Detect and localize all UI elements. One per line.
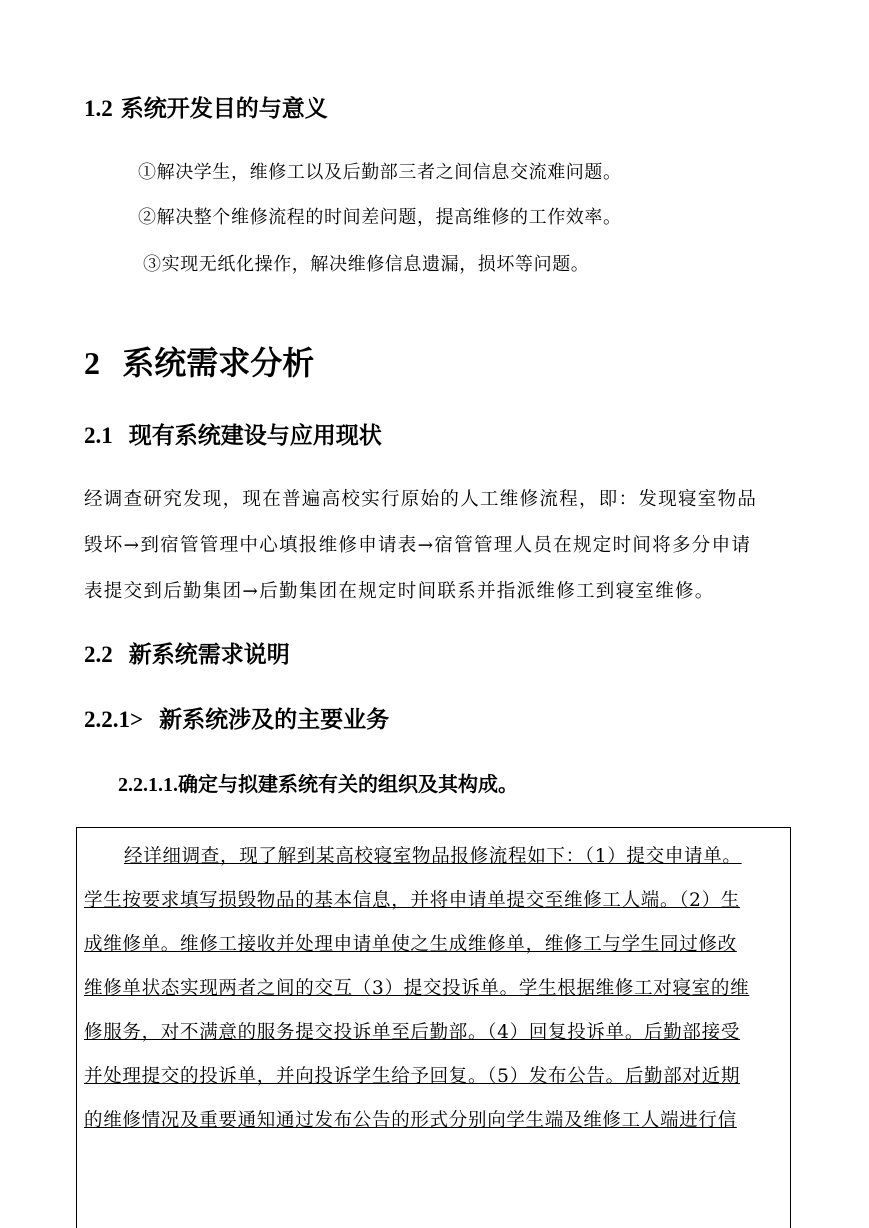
box-line-2: 学生按要求填写损毁物品的基本信息，并将申请单提交至维修工人端。（2）生: [84, 890, 741, 911]
heading-number: 2.2: [84, 642, 113, 667]
heading-2-2: [84, 636, 290, 669]
heading-text: 系统开发目的与意义: [120, 96, 328, 122]
heading-number: 1.2: [84, 96, 113, 121]
box-line-1: 经详细调查，现了解到某高校寝室物品报修流程如下：（1）提交申请单。: [124, 846, 742, 867]
heading-2-1: [84, 417, 382, 450]
status-paragraph-line-2: 毁坏→到宿管管理中心填报维修申请表→宿管管理人员在规定时间将多分申请: [84, 535, 752, 556]
heading-number: 2: [84, 345, 100, 381]
box-line-7: 的维修情况及重要通知通过发布公告的形式分别向学生端及维修工人端进行信: [84, 1110, 737, 1131]
heading-number: 2.2.1.1.: [118, 774, 178, 796]
heading-1-2: [84, 90, 328, 123]
box-line-6: 并处理提交的投诉单，并向投诉学生给予回复。（5）发布公告。后勤部对近期: [84, 1066, 741, 1087]
box-line-3: 成维修单。维修工接收并处理申请单使之生成维修单，维修工与学生同过修改: [84, 934, 737, 955]
heading-number: 2.1: [84, 423, 113, 448]
purpose-item-3: ③实现无纸化操作，解决维修信息遗漏，损坏等问题。: [143, 254, 590, 275]
heading-2-2-1-1: [118, 768, 518, 797]
purpose-item-1: ①解决学生，维修工以及后勤部三者之间信息交流难问题。: [138, 162, 622, 183]
heading-text: 确定与拟建系统有关的组织及其构成。: [178, 772, 518, 796]
heading-text: 新系统涉及的主要业务: [159, 707, 390, 733]
status-paragraph-line-1: 经调查研究发现，现在普遍高校实行原始的人工维修流程，即：发现寝室物品: [84, 489, 758, 510]
status-paragraph-line-3: 表提交到后勤集团→后勤集团在规定时间联系并指派维修工到寝室维修。: [84, 581, 715, 602]
box-line-4: 维修单状态实现两者之间的交互（3）提交投诉单。学生根据维修工对寝室的维: [84, 978, 750, 999]
heading-text: 现有系统建设与应用现状: [128, 423, 382, 449]
heading-text: 系统需求分析: [122, 344, 315, 382]
heading-2-2-1: [84, 701, 389, 734]
heading-2: [84, 338, 314, 384]
box-line-5: 修服务，对不满意的服务提交投诉单至后勤部。（4）回复投诉单。后勤部接受: [84, 1022, 741, 1043]
heading-number: 2.2.1>: [84, 707, 144, 732]
purpose-item-2: ②解决整个维修流程的时间差问题，提高维修的工作效率。: [138, 207, 622, 228]
heading-text: 新系统需求说明: [128, 642, 290, 668]
